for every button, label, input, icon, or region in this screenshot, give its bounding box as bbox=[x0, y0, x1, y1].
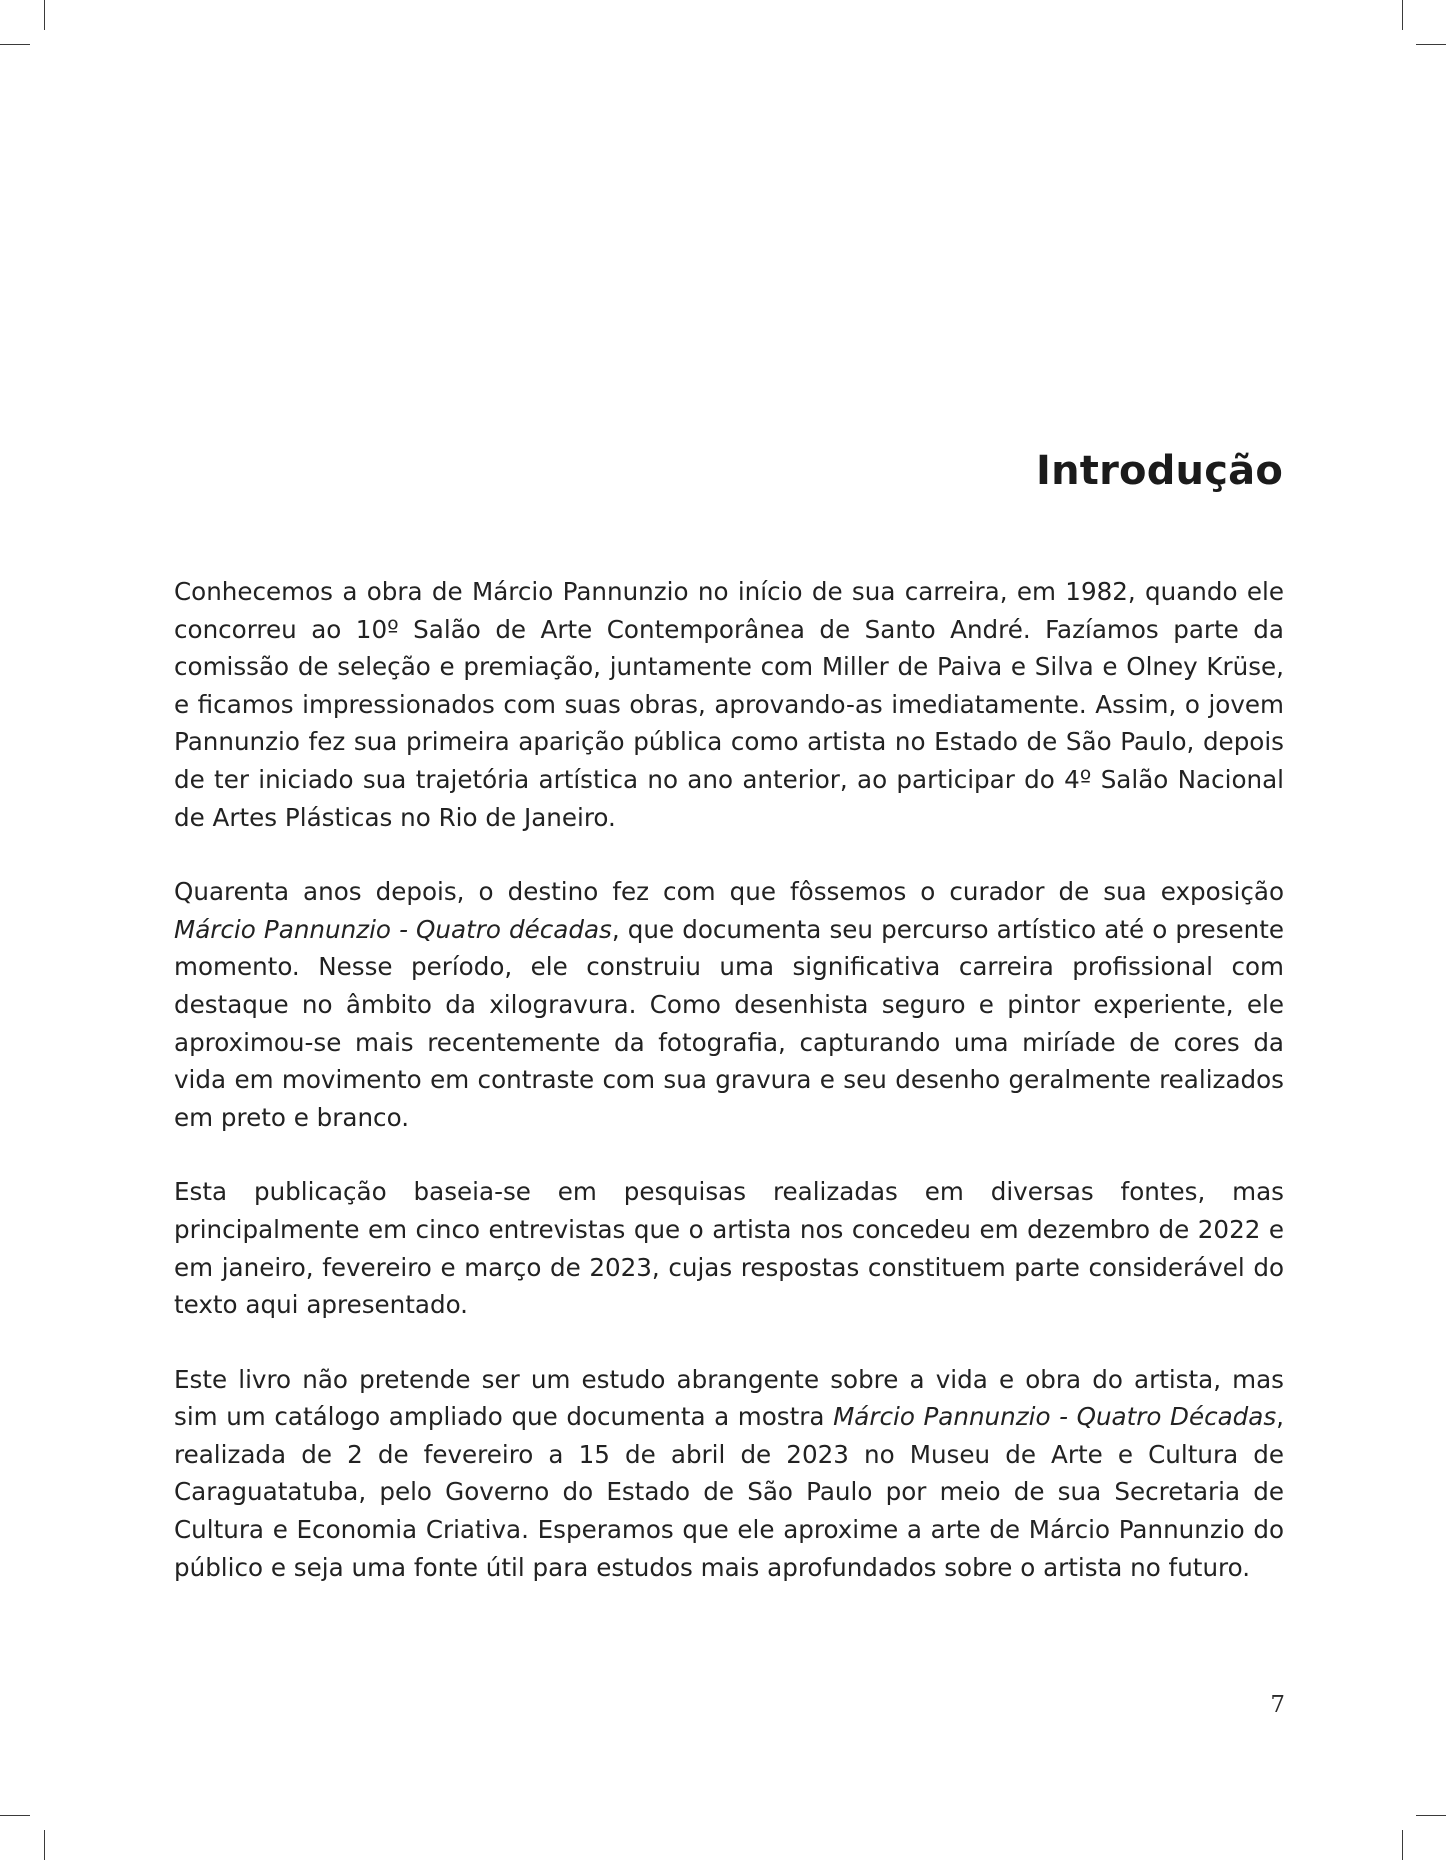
body-text bbox=[174, 573, 1284, 1623]
crop-mark-top-right-horizontal bbox=[1416, 44, 1446, 45]
paragraph-1 bbox=[174, 573, 1284, 836]
crop-mark-top-left-horizontal bbox=[0, 44, 30, 45]
paragraph-2-text-before: Quarenta anos depois, o destino fez com que fôssemos o curador de sua exposição bbox=[174, 877, 1284, 907]
paragraph-3-text: Esta publicação baseia-se em pesquisas realizadas em diversas fontes, mas principalmente em cinco entrevistas que o artista nos concedeu em dezembro de 2022 e em janeiro, fevereiro e março de 2023, cujas respostas constituem parte considerável do texto aqui apresentado. bbox=[174, 1177, 1284, 1320]
paragraph-1-text: Conhecemos a obra de Márcio Pannunzio no início de sua carreira, em 1982, quando ele concorreu ao 10º Salão de Arte Contemporânea de Santo André. Fazíamos parte da comissão de seleção e premiação, juntamente com Miller de Paiva e Silva e Olney Krüse, e ficamos impressionados com suas obras, aprovando-as imediatamente. Assim, o jovem Pannunzio fez sua primeira aparição pública como artista no Estado de São Paulo, depois de ter iniciado sua trajetória artística no ano anterior, ao participar do 4º Salão Nacional de Artes Plásticas no Rio de Janeiro. bbox=[174, 577, 1284, 832]
crop-mark-bottom-left-horizontal bbox=[0, 1815, 30, 1816]
paragraph-4 bbox=[174, 1361, 1284, 1587]
crop-mark-bottom-left-vertical bbox=[44, 1830, 45, 1860]
exhibition-title: Márcio Pannunzio - Quatro Décadas bbox=[833, 1402, 1277, 1432]
crop-mark-top-left-vertical bbox=[44, 0, 45, 30]
crop-mark-bottom-right-vertical bbox=[1402, 1830, 1403, 1860]
paragraph-3 bbox=[174, 1173, 1284, 1323]
paragraph-4-text-before: Este livro não pretende ser um estudo abrangente sobre a vida e obra do artista, mas sim um catálogo ampliado que documenta a mostra bbox=[174, 1364, 1284, 1432]
paragraph-4-text-after: , realizada de 2 de fevereiro a 15 de abril de 2023 no Museu de Arte e Cultura de Caraguatatuba, pelo Governo do Estado de São Paulo por meio de sua Secretaria de Cultura e Economia Criativa. Esperamos que ele aproxime a arte de Márcio Pannunzio do público e seja uma fonte útil para estudos mais aprofundados sobre o artista no futuro. bbox=[174, 1402, 1284, 1582]
paragraph-2-text-after: , que documenta seu percurso artístico até o presente momento. Nesse período, ele construiu uma significativa carreira profissional com destaque no âmbito da xilogravura. Como desenhista seguro e pintor experiente, ele aproximou-se mais recentemente da fotografia, capturando uma miríade de cores da vida em movimento em contraste com sua gravura e seu desenho geralmente realizados em preto e branco. bbox=[174, 914, 1284, 1132]
exhibition-title: Márcio Pannunzio - Quatro décadas bbox=[174, 914, 612, 944]
crop-mark-bottom-right-horizontal bbox=[1416, 1815, 1446, 1816]
paragraph-2 bbox=[174, 873, 1284, 1136]
page-title: Introdução bbox=[1036, 448, 1283, 494]
page-number: 7 bbox=[1270, 1692, 1285, 1718]
crop-mark-top-right-vertical bbox=[1402, 0, 1403, 30]
